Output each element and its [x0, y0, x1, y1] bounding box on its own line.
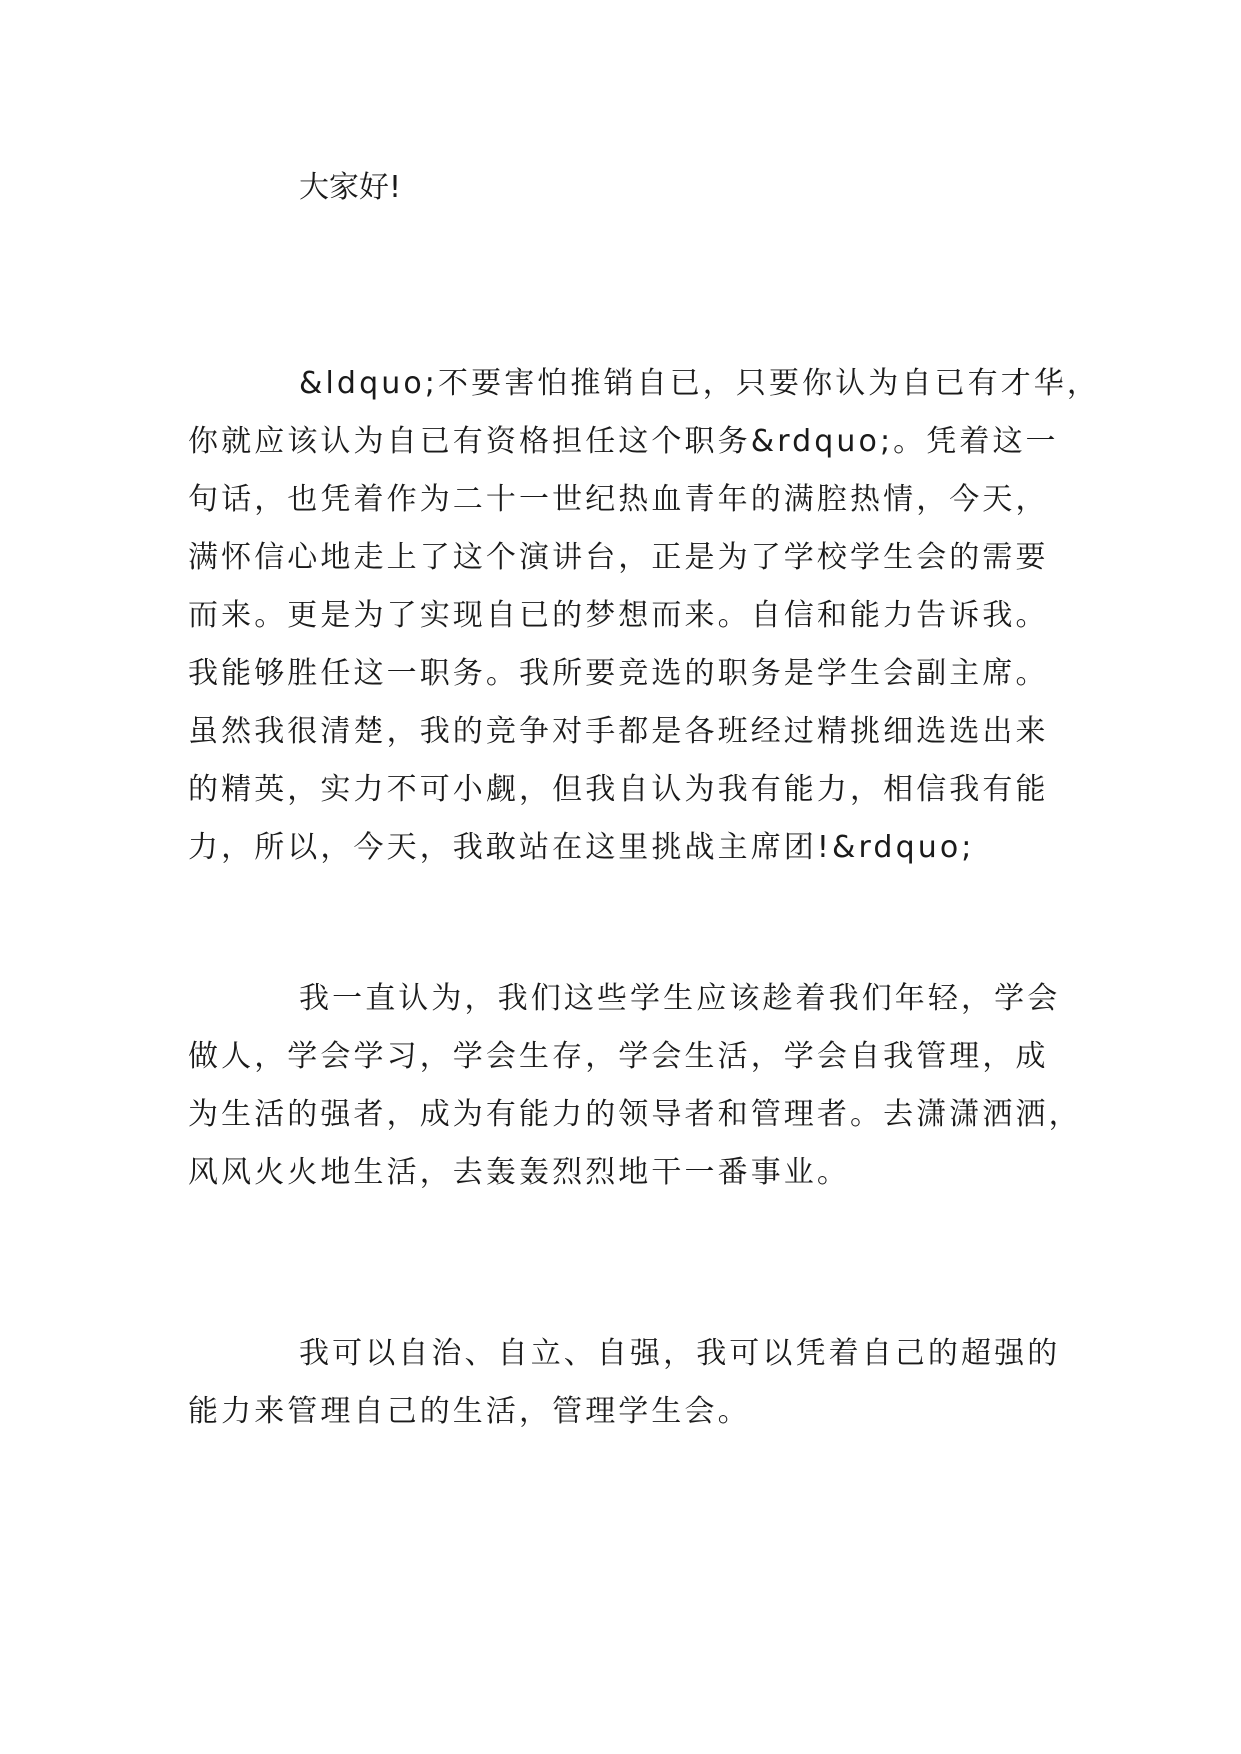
paragraph-line: 我能够胜任这一职务。我所要竞选的职务是学生会副主席。 — [188, 656, 1049, 691]
paragraph-line: 力，所以，今天，我敢站在这里挑战主席团!&rdquo; — [188, 830, 975, 865]
paragraph-line: 我一直认为，我们这些学生应该趁着我们年轻，学会 — [299, 981, 1061, 1016]
paragraph-line: &ldquo;不要害怕推销自已，只要你认为自已有才华， — [299, 366, 1100, 401]
paragraph-2 — [188, 970, 1082, 1202]
paragraph-line: 你就应该认为自已有资格担任这个职务&rdquo;。凭着这一 — [188, 424, 1059, 459]
paragraph-3 — [188, 1325, 1068, 1441]
paragraph-line: 句话，也凭着作为二十一世纪热血青年的满腔热情，今天， — [188, 482, 1049, 517]
paragraph-line: 风风火火地生活，去轰轰烈烈地干一番事业。 — [188, 1155, 850, 1190]
paragraph-line: 满怀信心地走上了这个演讲台，正是为了学校学生会的需要 — [188, 540, 1049, 575]
paragraph-line: 为生活的强者，成为有能力的领导者和管理者。去潇潇洒洒， — [188, 1097, 1082, 1132]
paragraph-line: 的精英，实力不可小觑，但我自认为我有能力，相信我有能 — [188, 772, 1049, 807]
paragraph-1 — [188, 355, 1100, 877]
greeting-line: 大家好! — [299, 170, 402, 205]
paragraph-line: 做人，学会学习，学会生存，学会生活，学会自我管理，成 — [188, 1039, 1049, 1074]
paragraph-line: 能力来管理自己的生活，管理学生会。 — [188, 1394, 751, 1429]
paragraph-line: 我可以自治、自立、自强，我可以凭着自己的超强的 — [299, 1336, 1061, 1371]
paragraph-line: 虽然我很清楚，我的竞争对手都是各班经过精挑细选选出来 — [188, 714, 1049, 749]
paragraph-line: 而来。更是为了实现自已的梦想而来。自信和能力告诉我。 — [188, 598, 1049, 633]
